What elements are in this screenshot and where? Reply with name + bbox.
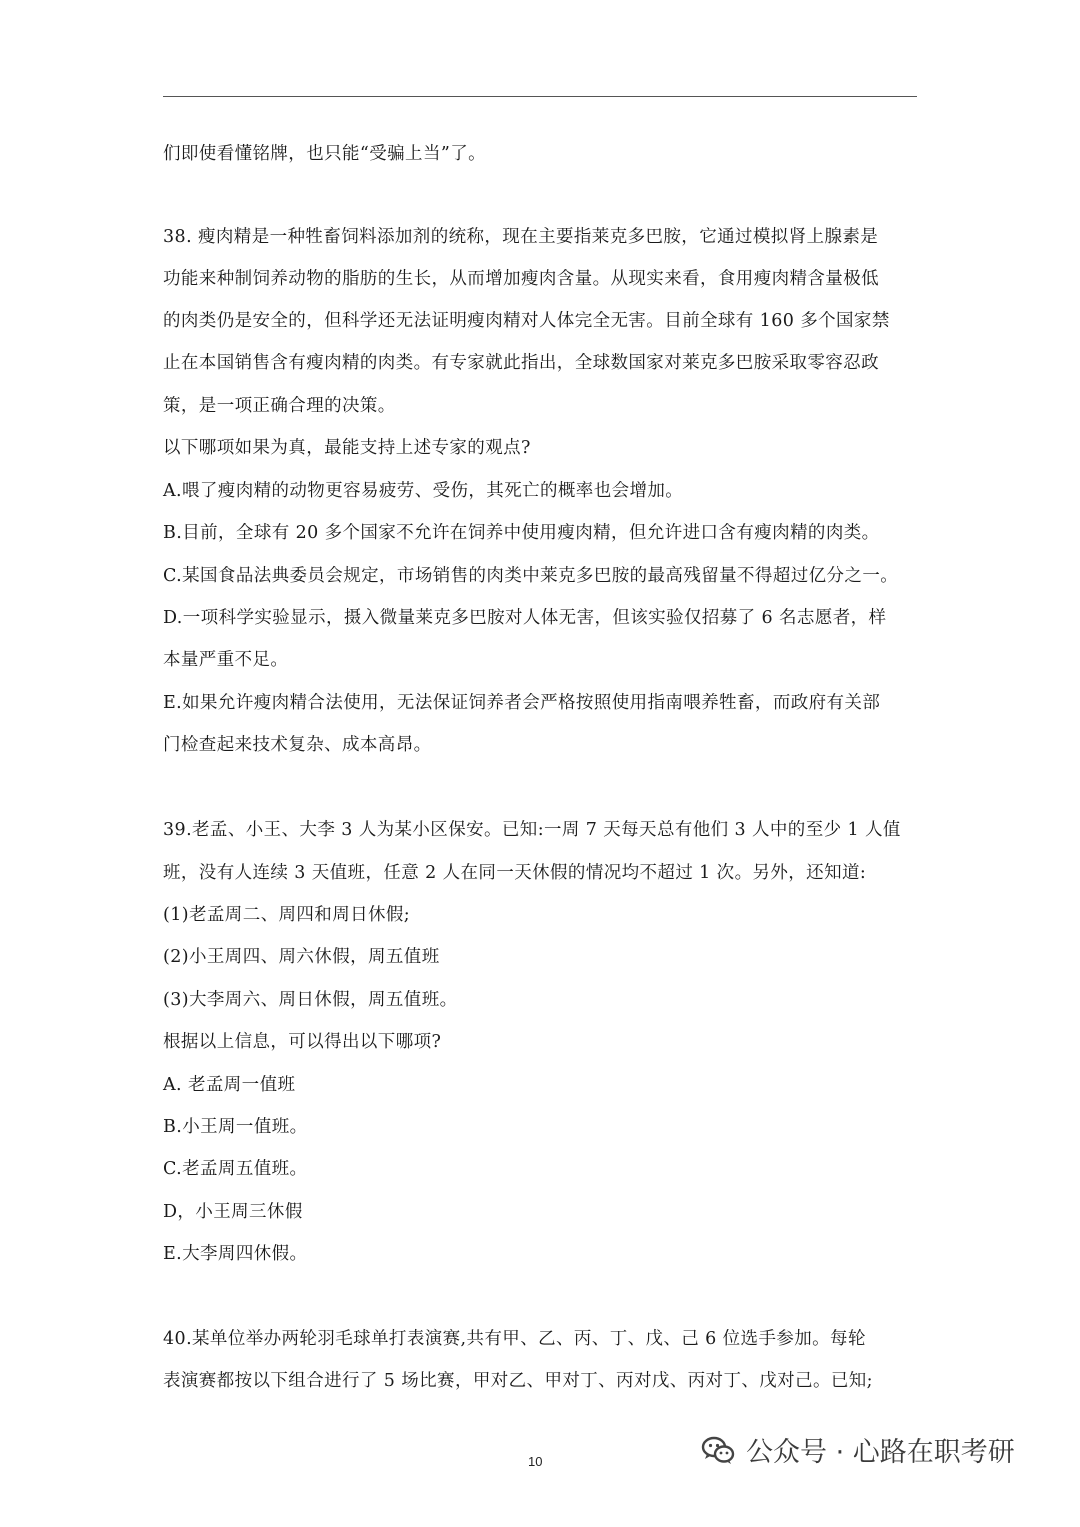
q38-option-b: B.目前，全球有 20 多个国家不允许在饲养中使用瘦肉精，但允许进口含有瘦肉精的肉类。 xyxy=(163,523,880,543)
q38-option-d-cont: 本量严重不足。 xyxy=(163,650,289,670)
q38-option-e: E.如果允许瘦肉精合法使用，无法保证饲养者会严格按照使用指南喂养牲畜，而政府有关部 xyxy=(163,693,881,713)
q38-option-d: D.一项科学实验显示，摄入微量莱克多巴胺对人体无害，但该实验仅招募了 6 名志愿者，样 xyxy=(163,608,887,628)
q39-option-c: C.老孟周五值班。 xyxy=(163,1159,308,1179)
q40-stem-line: 40.某单位举办两轮羽毛球单打表演赛,共有甲、乙、丙、丁、戊、己 6 位选手参加。每轮 xyxy=(163,1329,866,1349)
q39-option-d: D，小王周三休假 xyxy=(163,1202,303,1222)
q38-stem-line: 38. 瘦肉精是一种牲畜饲料添加剂的统称，现在主要指莱克多巴胺，它通过模拟肾上腺素是 xyxy=(163,227,879,247)
q39-option-e: E.大李周四休假。 xyxy=(163,1244,308,1264)
header-rule xyxy=(163,96,917,97)
q39-condition-3: (3)大李周六、周日休假，周五值班。 xyxy=(163,990,458,1010)
q39-option-a: A. 老孟周一值班 xyxy=(163,1075,296,1095)
q38-stem-line: 的肉类仍是安全的，但科学还无法证明瘦肉精对人体完全无害。目前全球有 160 多个国家禁 xyxy=(163,311,890,331)
q38-stem-line: 功能来种制饲养动物的脂肪的生长，从而增加瘦肉含量。从现实来看，食用瘦肉精含量极低 xyxy=(163,269,879,289)
q39-condition-1: (1)老孟周二、周四和周日休假; xyxy=(163,905,411,925)
q38-stem-line: 止在本国销售含有瘦肉精的肉类。有专家就此指出，全球数国家对莱克多巴胺采取零容忍政 xyxy=(163,353,879,373)
text-line: 们即使看懂铭牌，也只能“受骗上当”了。 xyxy=(163,144,486,164)
watermark-text: 公众号 · 心路在职考研 xyxy=(746,1437,1015,1468)
q39-stem-line: 39.老孟、小王、大李 3 人为某小区保安。已知:一周 7 天每天总有他们 3 人中的至少 1 人值 xyxy=(163,820,901,840)
watermark xyxy=(700,1430,1015,1469)
q38-option-e-cont: 门检查起来技术复杂、成本高昂。 xyxy=(163,735,432,755)
q39-condition-2: (2)小王周四、周六休假，周五值班 xyxy=(163,947,440,967)
q39-option-b: B.小王周一值班。 xyxy=(163,1117,308,1137)
q40-stem-line: 表演赛都按以下组合进行了 5 场比赛，甲对乙、甲对丁、丙对戊、丙对丁、戊对己。已知; xyxy=(163,1371,873,1391)
q38-stem-line: 策，是一项正确合理的决策。 xyxy=(163,396,396,416)
q39-stem-line: 班，没有人连续 3 天值班，任意 2 人在同一天休假的情况均不超过 1 次。另外，还知道: xyxy=(163,863,867,883)
q38-option-c: C.某国食品法典委员会规定，市场销售的肉类中莱克多巴胺的最高残留量不得超过亿分之一。 xyxy=(163,566,899,586)
q38-option-a: A.喂了瘦肉精的动物更容易疲劳、受伤，其死亡的概率也会增加。 xyxy=(163,481,684,501)
q38-question: 以下哪项如果为真，最能支持上述专家的观点? xyxy=(163,438,531,458)
page-number: 10 xyxy=(528,1454,543,1469)
q39-question: 根据以上信息，可以得出以下哪项? xyxy=(163,1032,442,1052)
wechat-icon xyxy=(700,1432,736,1468)
